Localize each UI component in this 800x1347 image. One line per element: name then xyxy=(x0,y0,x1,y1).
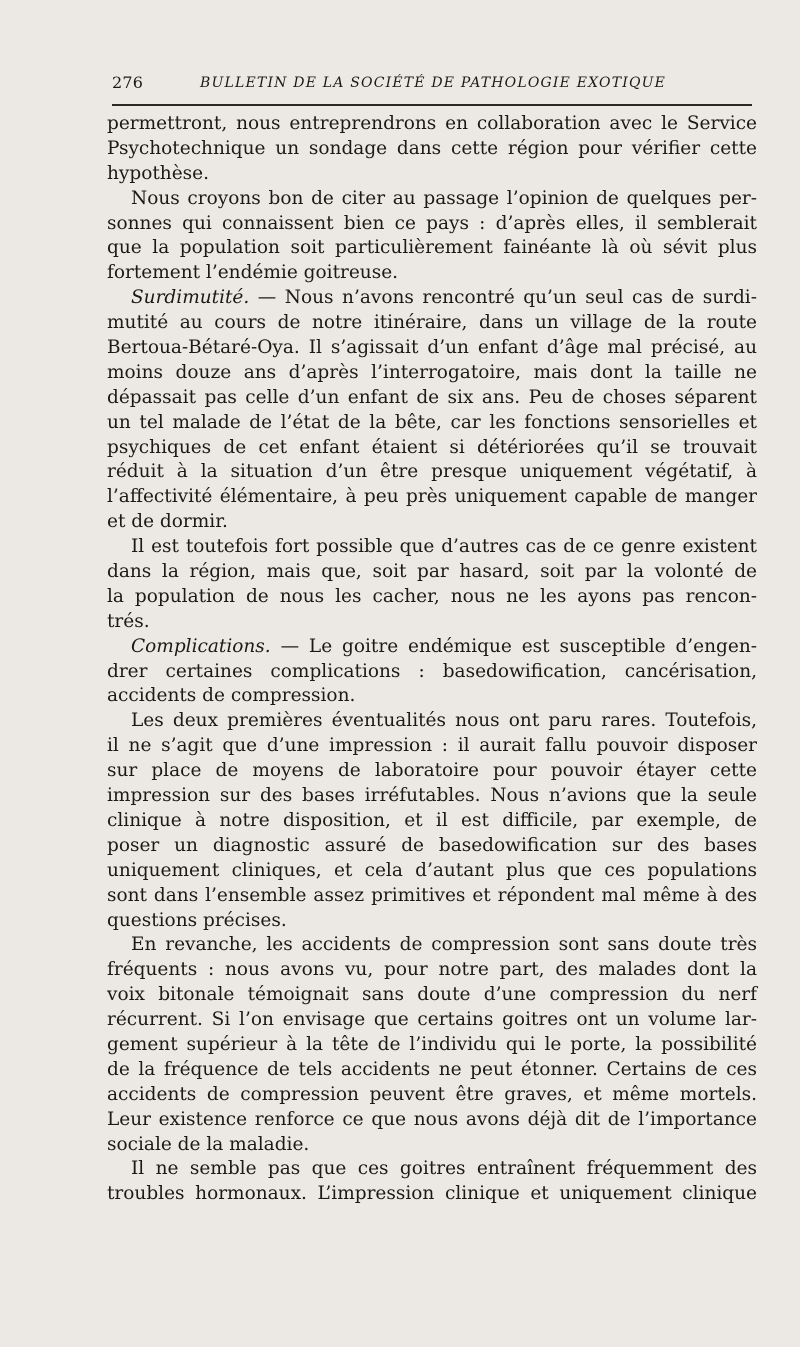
body-line: uniquement cliniques, et cela d’autant plus que ces populations xyxy=(107,859,757,881)
body-line: l’affectivité élémentaire, à peu près uniquement capable de manger xyxy=(107,486,757,508)
page-number: 276 xyxy=(112,73,144,92)
body-line: gement supérieur à la tête de l’individu qui le porte, la possibilité xyxy=(107,1033,757,1055)
body-line: fortement l’endémie goitreuse. xyxy=(107,262,399,284)
body-line: poser un diagnostic assuré de basedowification sur des bases xyxy=(107,834,757,856)
body-line: hypothèse. xyxy=(107,162,209,184)
section-heading-complications: Complications. xyxy=(131,635,271,657)
body-line: de la fréquence de tels accidents ne peut étonner. Certains de ces xyxy=(107,1058,757,1080)
body-line: impression sur des bases irréfutables. Nous n’avions que la seule xyxy=(107,785,757,807)
body-line: En revanche, les accidents de compression sont sans doute très xyxy=(131,934,757,956)
body-line: moins douze ans d’après l’interrogatoire, mais dont la taille ne xyxy=(107,361,757,383)
body-line: dépassait pas celle d’un enfant de six ans. Peu de choses séparent xyxy=(107,386,757,408)
body-line: accidents de compression peuvent être graves, et même mortels. xyxy=(107,1083,757,1105)
body-text xyxy=(107,112,757,1207)
body-line: réduit à la situation d’un être presque uniquement végétatif, à xyxy=(107,461,757,483)
body-line: sur place de moyens de laboratoire pour pouvoir étayer cette xyxy=(107,760,757,782)
body-line-text: — Le goitre endémique est susceptible d’engen- xyxy=(280,635,757,657)
body-line: clinique à notre disposition, et il est difficile, par exemple, de xyxy=(107,809,757,831)
body-line: voix bitonale témoignait sans doute d’une compression du nerf xyxy=(107,984,757,1006)
body-line: questions précises. xyxy=(107,909,287,931)
header-rule xyxy=(112,104,752,106)
body-line: Psychotechnique un sondage dans cette région pour vérifier cette xyxy=(107,137,757,159)
body-line: Leur existence renforce ce que nous avons déjà dit de l’importance xyxy=(107,1108,757,1130)
body-line: accidents de compression. xyxy=(107,685,356,707)
body-line: fréquents : nous avons vu, pour notre part, des malades dont la xyxy=(107,959,757,981)
body-line: mutité au cours de notre itinéraire, dans un village de la route xyxy=(107,312,757,334)
body-line: Il est toutefois fort possible que d’autres cas de ce genre existent xyxy=(131,536,757,558)
body-line: drer certaines complications : basedowification, cancérisation, xyxy=(107,660,757,682)
section-heading-surdimutite: Surdimutité. xyxy=(131,287,250,309)
body-line: Il ne semble pas que ces goitres entraînent fréquemment des xyxy=(131,1158,757,1180)
body-line: récurrent. Si l’on envisage que certains goitres ont un volume lar- xyxy=(107,1009,757,1031)
body-line: il ne s’agit que d’une impression : il aurait fallu pouvoir disposer xyxy=(107,735,757,757)
body-line: et de dormir. xyxy=(107,511,228,533)
running-title: BULLETIN DE LA SOCIÉTÉ DE PATHOLOGIE EXOTIQUE xyxy=(200,75,667,91)
body-line: sont dans l’ensemble assez primitives et répondent mal même à des xyxy=(107,884,757,906)
body-line: Les deux premières éventualités nous ont paru rares. Toutefois, xyxy=(131,710,757,732)
body-line: un tel malade de l’état de la bête, car les fonctions sensorielles et xyxy=(107,411,757,433)
body-line: sonnes qui connaissent bien ce pays : d’après elles, il semblerait xyxy=(107,212,757,234)
body-line: Bertoua-Bétaré-Oya. Il s’agissait d’un enfant d’âge mal précisé, au xyxy=(107,337,757,359)
body-line: sociale de la maladie. xyxy=(107,1133,310,1155)
body-line-text: — Nous n’avons rencontré qu’un seul cas de surdi- xyxy=(257,287,757,309)
body-line: permettront, nous entreprendrons en collaboration avec le Service xyxy=(107,113,757,134)
body-line: que la population soit particulièrement fainéante là où sévit plus xyxy=(107,237,757,259)
section-line-surdimutite xyxy=(107,286,757,311)
body-line: trés. xyxy=(107,610,150,632)
page-header xyxy=(112,73,752,97)
body-line: la population de nous les cacher, nous ne les ayons pas rencon- xyxy=(107,585,757,607)
body-line: troubles hormonaux. L’impression clinique et uniquement clinique xyxy=(107,1183,757,1205)
body-line: Nous croyons bon de citer au passage l’opinion de quelques per- xyxy=(131,187,757,209)
body-line: psychiques de cet enfant étaient si détériorées qu’il se trouvait xyxy=(107,436,757,458)
body-line: dans la région, mais que, soit par hasard, soit par la volonté de xyxy=(107,561,757,583)
section-line-complications xyxy=(107,635,757,660)
